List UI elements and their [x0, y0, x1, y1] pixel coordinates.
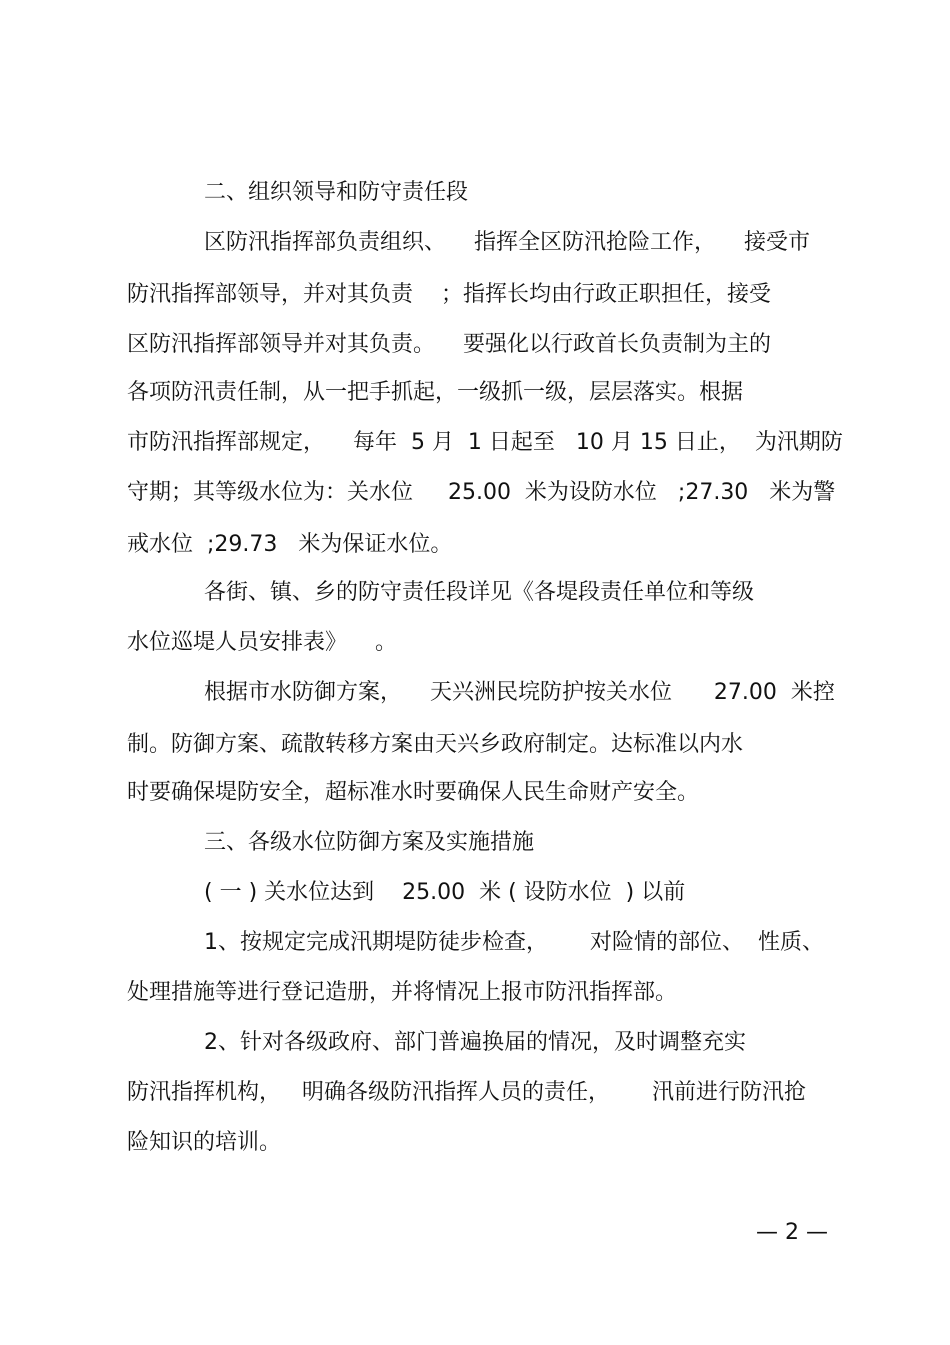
paragraph-line: 根据市水防御方案， 天兴洲民垸防护按关水位 27.00 米控 [204, 680, 835, 705]
section-heading: 三、各级水位防御方案及实施措施 [204, 830, 535, 855]
paragraph-line: 守期；其等级水位为：关水位 25.00 米为设防水位 ;27.30 米为警 [127, 480, 836, 505]
section-heading: 二、组织领导和防守责任段 [204, 180, 469, 205]
paragraph-line: 水位巡堤人员安排表》 。 [127, 630, 397, 655]
paragraph-line: 各项防汛责任制，从一把手抓起，一级抓一级，层层落实。根据 [127, 380, 744, 405]
paragraph-line: 2、针对各级政府、部门普遍换届的情况，及时调整充实 [204, 1030, 746, 1055]
paragraph-line: 市防汛指挥部规定， 每年 5 月 1 日起至 10 月 15 日止， 为汛期防 [127, 430, 843, 455]
paragraph-line: 处理措施等进行登记造册，并将情况上报市防汛指挥部。 [127, 980, 678, 1005]
paragraph-line: 制。防御方案、疏散转移方案由天兴乡政府制定。达标准以内水 [127, 732, 744, 757]
paragraph-line: 区防汛指挥部领导并对其负责。 要强化以行政首长负责制为主的 [127, 332, 771, 357]
paragraph-line: 各街、镇、乡的防守责任段详见《各堤段责任单位和等级 [204, 580, 755, 605]
paragraph-line: 时要确保堤防安全，超标准水时要确保人民生命财产安全。 [127, 780, 700, 805]
paragraph-line: 险知识的培训。 [127, 1130, 282, 1155]
paragraph-line: 1、按规定完成汛期堤防徒步检查， 对险情的部位、 性质、 [204, 930, 824, 955]
paragraph-line: 防汛指挥部领导，并对其负责 ；指挥长均由行政正职担任，接受 [127, 282, 771, 307]
paragraph-line: 戒水位 ;29.73 米为保证水位。 [127, 532, 453, 557]
subsection-heading: ( 一 ) 关水位达到 25.00 米 ( 设防水位 ) 以前 [204, 880, 686, 905]
paragraph-line: 防汛指挥机构， 明确各级防汛指挥人员的责任， 汛前进行防汛抢 [127, 1080, 806, 1105]
paragraph-line: 区防汛指挥部负责组织、 指挥全区防汛抢险工作， 接受市 [204, 230, 810, 255]
page-number: — 2 — [756, 1220, 828, 1245]
